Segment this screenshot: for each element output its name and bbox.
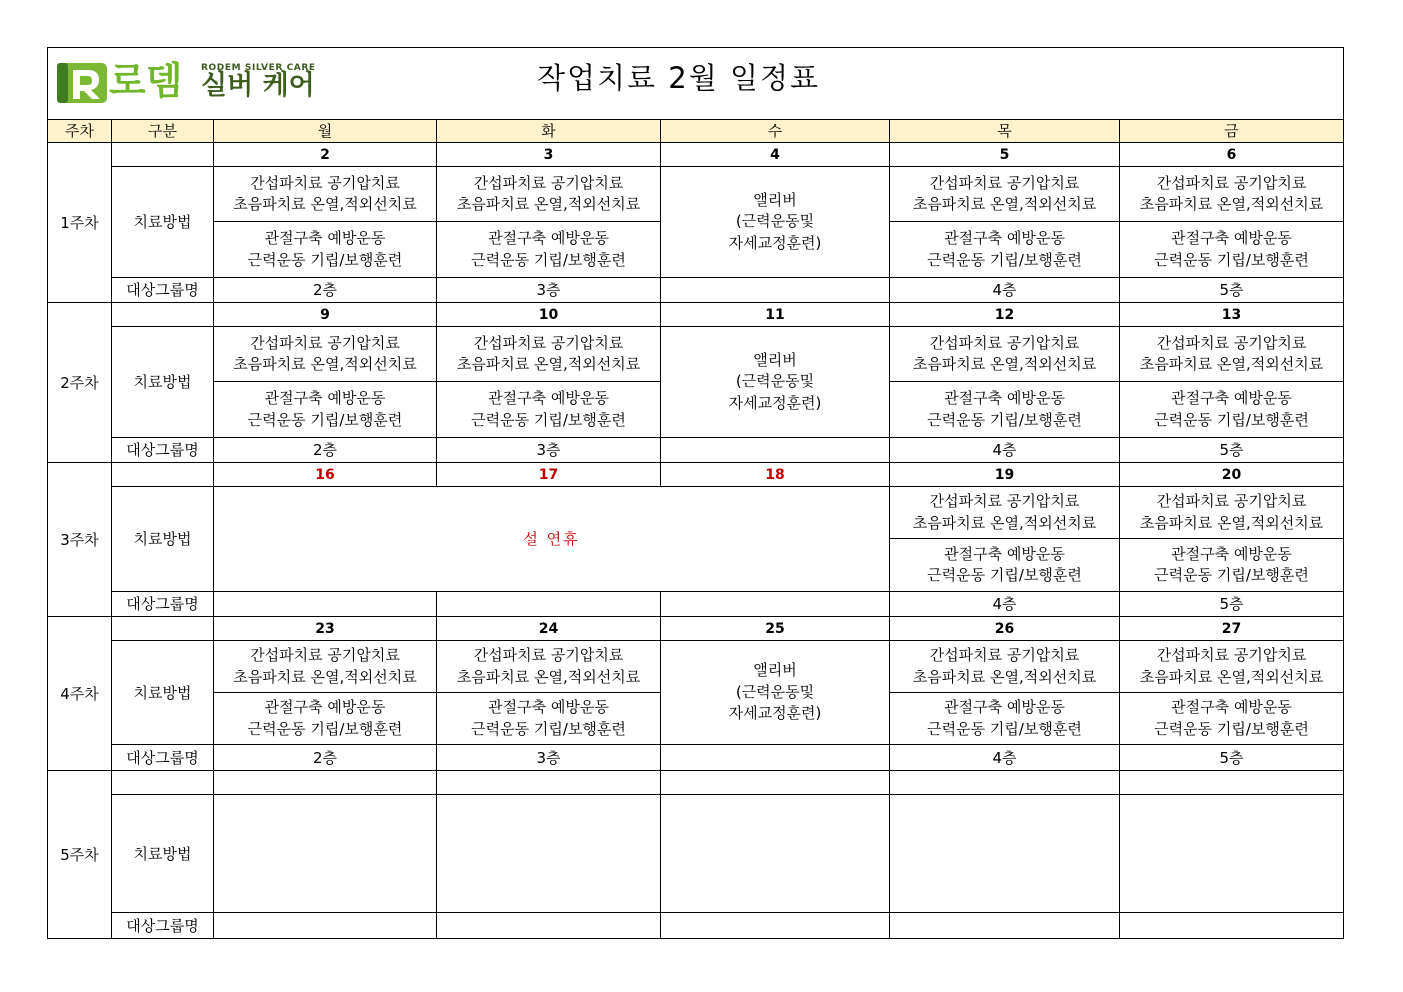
therapy-line: 초음파치료 온열,적외선치료 — [912, 667, 1097, 686]
target-group-label: 대상그룹명 — [112, 278, 214, 303]
therapy-line: 앨리버 — [753, 350, 797, 369]
therapy-line: 관절구축 예방운동 — [264, 229, 386, 247]
therapy-cell-fri-top — [1120, 487, 1344, 539]
therapy-method-label: 치료방법 — [112, 487, 214, 592]
logo-brand-english: RODEM SILVER CARE — [201, 63, 316, 73]
therapy-cell-fri-bottom — [1120, 382, 1344, 438]
therapy-cell-fri — [1120, 795, 1344, 913]
date-cell-thu: 5 — [890, 143, 1120, 167]
date-cell-fri — [1120, 771, 1344, 795]
therapy-cell-thu-bottom — [890, 382, 1120, 438]
therapy-line: (근력운동및 — [735, 372, 815, 391]
target-group-label: 대상그룹명 — [112, 913, 214, 939]
group-cell-thu: 4층 — [890, 278, 1120, 303]
week-label: 1주차 — [48, 143, 112, 303]
therapy-line: 초음파치료 온열,적외선치료 — [912, 513, 1097, 532]
therapy-cell-tue-bottom — [437, 222, 661, 278]
therapy-cell-fri-bottom — [1120, 539, 1344, 592]
therapy-line: 초음파치료 온열,적외선치료 — [912, 195, 1097, 213]
therapy-line: 근력운동 기립/보행훈련 — [1154, 566, 1309, 584]
therapy-line: 초음파치료 온열,적외선치료 — [456, 195, 641, 213]
therapy-line: 초음파치료 온열,적외선치료 — [1139, 667, 1324, 686]
therapy-cell-tue-top — [437, 327, 661, 382]
therapy-cell-thu-top — [890, 167, 1120, 222]
date-cell-thu: 26 — [890, 617, 1120, 641]
date-cell-wed: 18 — [661, 463, 890, 487]
therapy-cell-mon-top — [214, 641, 437, 693]
therapy-cell-fri-top — [1120, 327, 1344, 382]
date-cell-wed — [661, 771, 890, 795]
group-cell-wed — [661, 592, 890, 617]
date-cell-mon: 16 — [214, 463, 437, 487]
group-cell-tue — [437, 913, 661, 939]
therapy-line: 간섭파치료 공기압치료 — [473, 333, 624, 352]
week-label: 2주차 — [48, 303, 112, 463]
therapy-cell-thu-bottom — [890, 693, 1120, 745]
date-row-category-cell — [112, 771, 214, 795]
group-cell-mon: 2층 — [214, 438, 437, 463]
therapy-method-label: 치료방법 — [112, 327, 214, 438]
therapy-line: 간섭파치료 공기압치료 — [250, 173, 400, 192]
therapy-line: 근력운동 기립/보행훈련 — [927, 410, 1082, 429]
therapy-cell-tue-top — [437, 167, 661, 222]
therapy-cell-thu-top — [890, 641, 1120, 693]
date-cell-mon: 2 — [214, 143, 437, 167]
date-cell-wed: 11 — [661, 303, 890, 327]
therapy-line: 간섭파치료 공기압치료 — [929, 333, 1080, 352]
therapy-line: 근력운동 기립/보행훈련 — [1154, 250, 1309, 269]
therapy-line: 초음파치료 온열,적외선치료 — [1139, 355, 1324, 373]
therapy-line: 초음파치료 온열,적외선치료 — [456, 667, 641, 686]
therapy-line: 간섭파치료 공기압치료 — [250, 333, 400, 352]
group-cell-mon — [214, 913, 437, 939]
therapy-cell-thu — [890, 795, 1120, 913]
date-cell-mon — [214, 771, 437, 795]
therapy-line: 간섭파치료 공기압치료 — [929, 173, 1080, 192]
therapy-cell-tue — [437, 795, 661, 913]
therapy-line: 초음파치료 온열,적외선치료 — [1139, 195, 1324, 213]
therapy-line: 근력운동 기립/보행훈련 — [247, 410, 403, 429]
group-cell-mon: 2층 — [214, 745, 437, 771]
therapy-cell-wed — [661, 795, 890, 913]
therapy-line: 근력운동 기립/보행훈련 — [471, 250, 626, 269]
group-cell-fri: 5층 — [1120, 592, 1344, 617]
therapy-cell-tue-top — [437, 641, 661, 693]
therapy-line: 간섭파치료 공기압치료 — [1156, 173, 1307, 192]
logo-brand-korean: 로뎀 — [109, 59, 183, 103]
date-cell-fri: 13 — [1120, 303, 1344, 327]
therapy-line: 근력운동 기립/보행훈련 — [927, 566, 1082, 584]
date-cell-tue: 10 — [437, 303, 661, 327]
target-group-label: 대상그룹명 — [112, 438, 214, 463]
therapy-line: 앨리버 — [753, 661, 797, 680]
therapy-line: 간섭파치료 공기압치료 — [1156, 333, 1307, 352]
therapy-line: 자세교정훈련) — [728, 233, 822, 252]
date-cell-wed: 4 — [661, 143, 890, 167]
therapy-line: 관절구축 예방운동 — [944, 698, 1065, 716]
date-cell-thu — [890, 771, 1120, 795]
therapy-cell-thu-top — [890, 327, 1120, 382]
group-cell-fri: 5층 — [1120, 278, 1344, 303]
therapy-line: 초음파치료 온열,적외선치료 — [912, 355, 1097, 373]
week-label: 5주차 — [48, 771, 112, 939]
therapy-line: 관절구축 예방운동 — [944, 229, 1065, 247]
group-cell-fri — [1120, 913, 1344, 939]
date-row-category-cell — [112, 143, 214, 167]
therapy-line: 간섭파치료 공기압치료 — [250, 646, 400, 664]
column-header-week: 주차 — [48, 120, 112, 143]
therapy-line: 초음파치료 온열,적외선치료 — [1139, 513, 1324, 532]
therapy-line: 초음파치료 온열,적외선치료 — [456, 355, 641, 373]
therapy-line: 근력운동 기립/보행훈련 — [927, 250, 1082, 269]
group-cell-wed — [661, 913, 890, 939]
therapy-cell-wed — [661, 641, 890, 745]
date-cell-mon: 9 — [214, 303, 437, 327]
therapy-cell-fri-bottom — [1120, 222, 1344, 278]
date-cell-wed: 25 — [661, 617, 890, 641]
group-cell-tue: 3층 — [437, 745, 661, 771]
therapy-line: 간섭파치료 공기압치료 — [1156, 492, 1307, 510]
group-cell-tue — [437, 592, 661, 617]
logo-brand-subtitle: 실버 케어 — [201, 70, 315, 101]
group-cell-tue: 3층 — [437, 278, 661, 303]
therapy-line: 자세교정훈련) — [728, 393, 822, 412]
group-cell-wed — [661, 438, 890, 463]
group-cell-fri: 5층 — [1120, 438, 1344, 463]
therapy-line: 관절구축 예방운동 — [264, 698, 386, 716]
therapy-cell-tue-bottom — [437, 693, 661, 745]
therapy-cell-mon-top — [214, 327, 437, 382]
date-cell-tue: 17 — [437, 463, 661, 487]
therapy-line: 간섭파치료 공기압치료 — [473, 173, 624, 192]
column-header-mon: 월 — [214, 120, 437, 143]
therapy-line: 간섭파치료 공기압치료 — [929, 646, 1080, 664]
therapy-line: 관절구축 예방운동 — [944, 389, 1065, 407]
week-label: 4주차 — [48, 617, 112, 771]
column-header-thu: 목 — [890, 120, 1120, 143]
date-cell-fri: 27 — [1120, 617, 1344, 641]
date-cell-thu: 19 — [890, 463, 1120, 487]
therapy-cell-wed — [661, 327, 890, 438]
date-row-category-cell — [112, 303, 214, 327]
therapy-line: 관절구축 예방운동 — [944, 544, 1065, 563]
date-cell-tue — [437, 771, 661, 795]
date-cell-fri: 20 — [1120, 463, 1344, 487]
sheet-header — [48, 48, 1344, 120]
therapy-cell-fri-top — [1120, 641, 1344, 693]
therapy-line: 관절구축 예방운동 — [488, 229, 609, 247]
therapy-line: 관절구축 예방운동 — [1171, 544, 1292, 563]
therapy-line: 자세교정훈련) — [728, 704, 822, 723]
holiday-note: 설 연휴 — [214, 487, 890, 592]
date-cell-tue: 24 — [437, 617, 661, 641]
therapy-line: 근력운동 기립/보행훈련 — [471, 410, 626, 429]
therapy-cell-wed — [661, 167, 890, 278]
therapy-line: 간섭파치료 공기압치료 — [929, 492, 1080, 510]
schedule-table — [47, 47, 1344, 939]
group-cell-thu — [890, 913, 1120, 939]
group-cell-thu: 4층 — [890, 745, 1120, 771]
column-header-tue: 화 — [437, 120, 661, 143]
column-header-fri: 금 — [1120, 120, 1344, 143]
therapy-line: 근력운동 기립/보행훈련 — [247, 719, 403, 738]
therapy-line: 간섭파치료 공기압치료 — [473, 646, 624, 664]
group-cell-tue: 3층 — [437, 438, 661, 463]
therapy-cell-thu-bottom — [890, 539, 1120, 592]
therapy-cell-mon — [214, 795, 437, 913]
group-cell-mon — [214, 592, 437, 617]
date-cell-tue: 3 — [437, 143, 661, 167]
therapy-cell-mon-bottom — [214, 222, 437, 278]
therapy-cell-thu-bottom — [890, 222, 1120, 278]
column-header-category: 구분 — [112, 120, 214, 143]
therapy-line: 초음파치료 온열,적외선치료 — [233, 355, 417, 373]
date-cell-mon: 23 — [214, 617, 437, 641]
date-row-category-cell — [112, 617, 214, 641]
group-cell-thu: 4층 — [890, 438, 1120, 463]
therapy-line: 관절구축 예방운동 — [1171, 229, 1292, 247]
therapy-line: 관절구축 예방운동 — [1171, 698, 1292, 716]
therapy-line: 근력운동 기립/보행훈련 — [927, 719, 1082, 738]
column-header-wed: 수 — [661, 120, 890, 143]
therapy-line: 관절구축 예방운동 — [264, 389, 386, 407]
therapy-cell-fri-bottom — [1120, 693, 1344, 745]
group-cell-fri: 5층 — [1120, 745, 1344, 771]
therapy-method-label: 치료방법 — [112, 641, 214, 745]
group-cell-wed — [661, 278, 890, 303]
therapy-line: 관절구축 예방운동 — [1171, 389, 1292, 407]
therapy-line: (근력운동및 — [735, 682, 815, 701]
target-group-label: 대상그룹명 — [112, 745, 214, 771]
therapy-line: 근력운동 기립/보행훈련 — [1154, 410, 1309, 429]
therapy-line: 근력운동 기립/보행훈련 — [1154, 719, 1309, 738]
therapy-line: 근력운동 기립/보행훈련 — [471, 719, 626, 738]
group-cell-wed — [661, 745, 890, 771]
therapy-line: 관절구축 예방운동 — [488, 389, 609, 407]
therapy-line: 초음파치료 온열,적외선치료 — [233, 667, 417, 686]
therapy-line: 간섭파치료 공기압치료 — [1156, 646, 1307, 664]
therapy-cell-thu-top — [890, 487, 1120, 539]
date-row-category-cell — [112, 463, 214, 487]
therapy-method-label: 치료방법 — [112, 167, 214, 278]
therapy-line: 근력운동 기립/보행훈련 — [247, 250, 403, 269]
target-group-label: 대상그룹명 — [112, 592, 214, 617]
therapy-line: 앨리버 — [753, 190, 797, 209]
date-cell-fri: 6 — [1120, 143, 1344, 167]
therapy-line: 관절구축 예방운동 — [488, 698, 609, 716]
therapy-cell-fri-top — [1120, 167, 1344, 222]
therapy-cell-mon-bottom — [214, 693, 437, 745]
group-cell-thu: 4층 — [890, 592, 1120, 617]
therapy-cell-mon-bottom — [214, 382, 437, 438]
therapy-cell-mon-top — [214, 167, 437, 222]
therapy-line: 초음파치료 온열,적외선치료 — [233, 195, 417, 213]
therapy-cell-tue-bottom — [437, 382, 661, 438]
therapy-line: (근력운동및 — [735, 212, 815, 231]
group-cell-mon: 2층 — [214, 278, 437, 303]
week-label: 3주차 — [48, 463, 112, 617]
therapy-method-label: 치료방법 — [112, 795, 214, 913]
page-title: 작업치료 2월 일정표 — [537, 61, 820, 95]
date-cell-thu: 12 — [890, 303, 1120, 327]
